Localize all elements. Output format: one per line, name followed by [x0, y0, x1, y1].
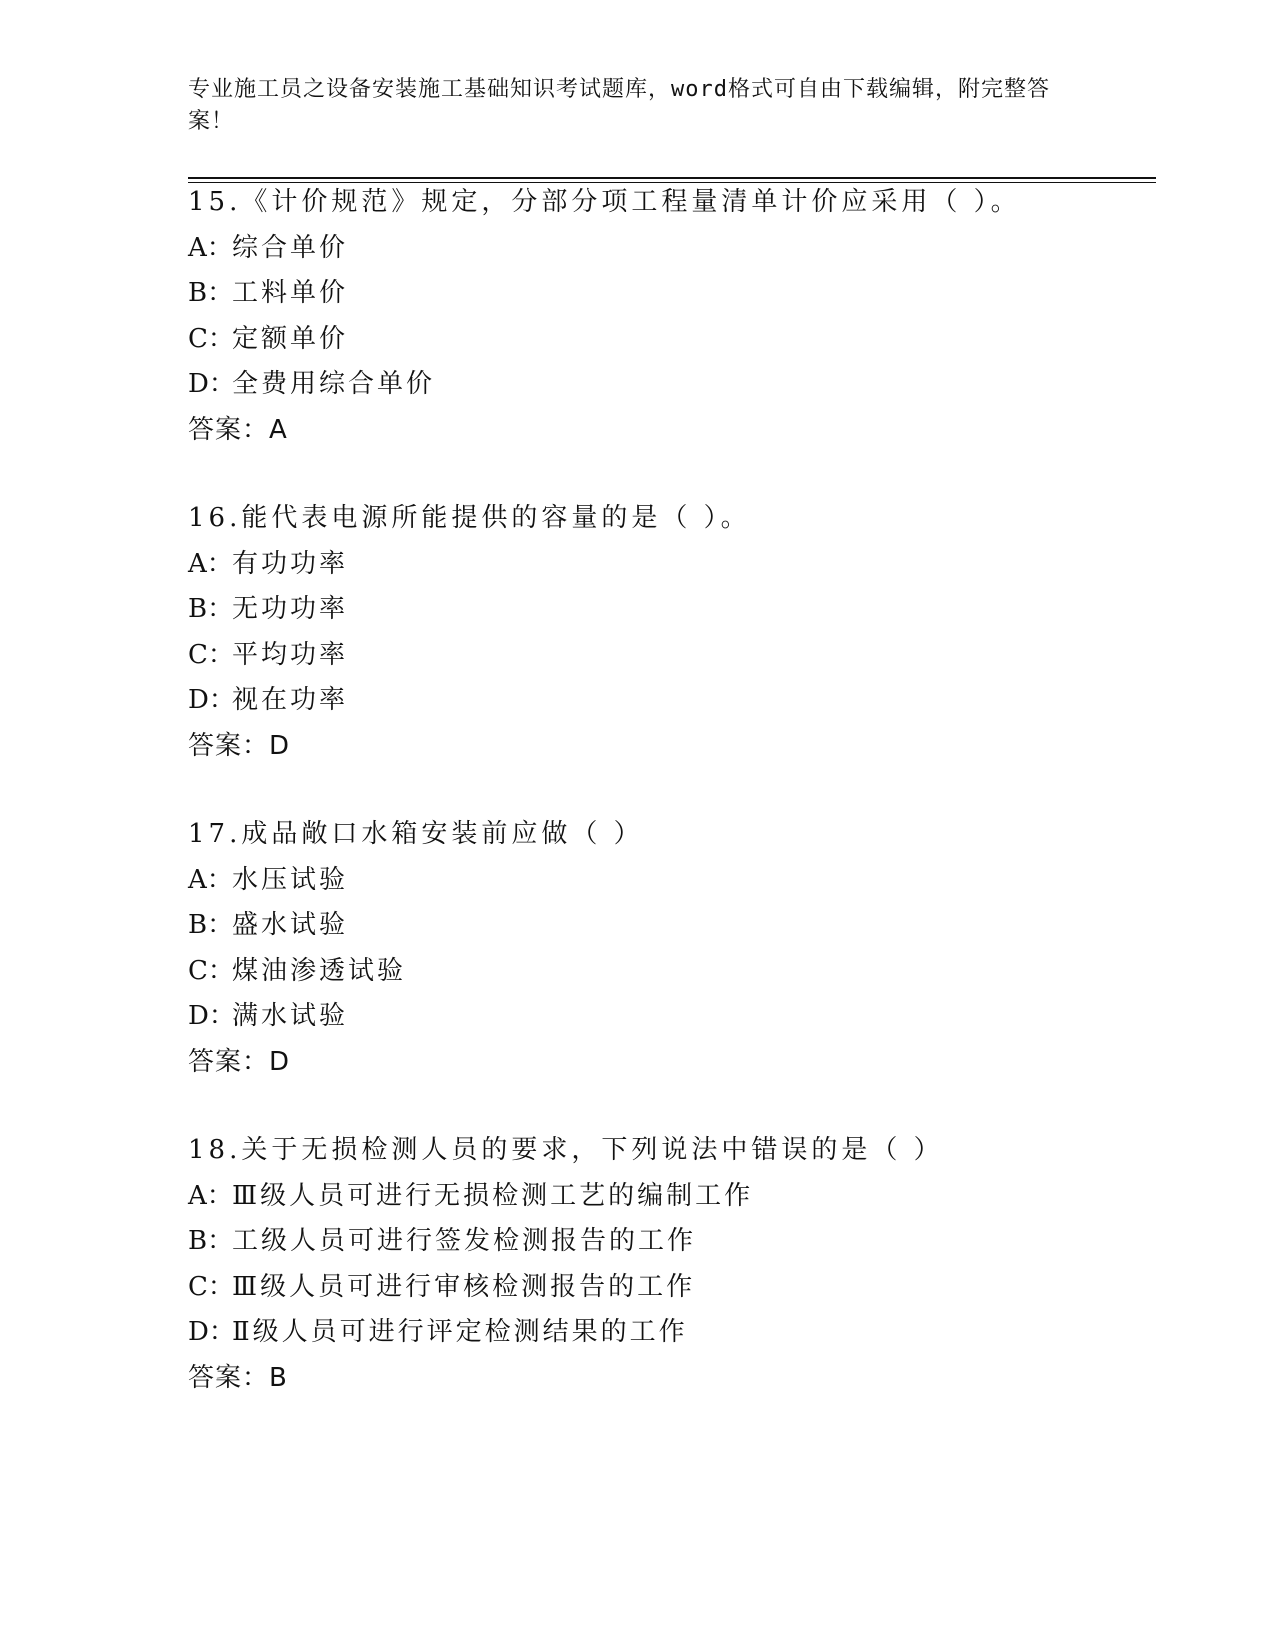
option-letter: B：	[188, 910, 234, 940]
option-a	[188, 1174, 1168, 1220]
option-a	[188, 542, 1168, 588]
option-c	[188, 317, 1168, 363]
option-text: Ⅲ级人员可进行审核检测报告的工作	[232, 1271, 696, 1302]
option-text: Ⅱ级人员可进行评定检测结果的工作	[232, 1317, 688, 1347]
option-letter: A：	[188, 548, 233, 579]
option-text: 定额单价	[232, 323, 349, 354]
option-text: 工级人员可进行签发检测报告的工作	[232, 1226, 697, 1256]
option-letter: A：	[188, 864, 233, 895]
answer-label: 答案：D	[188, 730, 291, 761]
answer-label: 答案：D	[188, 1046, 291, 1077]
option-text: Ⅲ级人员可进行无损检测工艺的编制工作	[232, 1180, 754, 1211]
option-letter: C：	[188, 639, 234, 670]
option-text: 无功功率	[232, 594, 349, 624]
option-text: 煤油渗透试验	[232, 955, 407, 986]
option-text: 视在功率	[232, 685, 349, 715]
option-text: 平均功率	[232, 639, 349, 670]
option-a	[188, 858, 1168, 904]
option-letter: B：	[188, 278, 234, 308]
option-letter: D：	[188, 685, 235, 715]
header-divider-thick	[188, 177, 1156, 179]
question-stem: 17.成品敞口水箱安装前应做（ ）	[188, 819, 644, 849]
document-header: 专业施工员之设备安装施工基础知识考试题库，word格式可自由下载编辑，附完整答案！	[188, 77, 1050, 134]
question-17	[188, 812, 1168, 1085]
option-letter: C：	[188, 323, 234, 354]
option-letter: C：	[188, 955, 234, 986]
option-b	[188, 1219, 1168, 1265]
option-letter: B：	[188, 1226, 234, 1256]
option-c	[188, 633, 1168, 679]
option-d	[188, 678, 1168, 724]
option-c	[188, 949, 1168, 995]
option-text: 综合单价	[232, 232, 349, 263]
option-text: 全费用综合单价	[232, 369, 436, 399]
option-letter: A：	[188, 232, 233, 263]
option-text: 有功功率	[232, 548, 349, 579]
answer-label: 答案：A	[188, 414, 288, 445]
option-b	[188, 903, 1168, 949]
option-text: 盛水试验	[232, 910, 349, 940]
option-a	[188, 226, 1168, 272]
question-16	[188, 496, 1168, 769]
option-letter: A：	[188, 1180, 233, 1211]
option-b	[188, 271, 1168, 317]
option-letter: D：	[188, 1317, 235, 1347]
option-d	[188, 994, 1168, 1040]
question-15	[188, 180, 1168, 453]
option-b	[188, 587, 1168, 633]
option-d	[188, 1310, 1168, 1356]
option-c	[188, 1265, 1168, 1311]
question-stem: 15.《计价规范》规定，分部分项工程量清单计价应采用（ ）。	[188, 187, 1021, 217]
option-d	[188, 362, 1168, 408]
option-letter: D：	[188, 1001, 235, 1031]
option-letter: D：	[188, 369, 235, 399]
answer-label: 答案：B	[188, 1362, 288, 1393]
question-18	[188, 1128, 1168, 1401]
question-stem: 16.能代表电源所能提供的容量的是（ ）。	[188, 503, 751, 533]
question-stem: 18.关于无损检测人员的要求，下列说法中错误的是（ ）	[188, 1135, 944, 1165]
option-letter: B：	[188, 594, 234, 624]
option-text: 工料单价	[232, 278, 349, 308]
option-letter: C：	[188, 1271, 234, 1302]
option-text: 水压试验	[232, 864, 349, 895]
option-text: 满水试验	[232, 1001, 349, 1031]
